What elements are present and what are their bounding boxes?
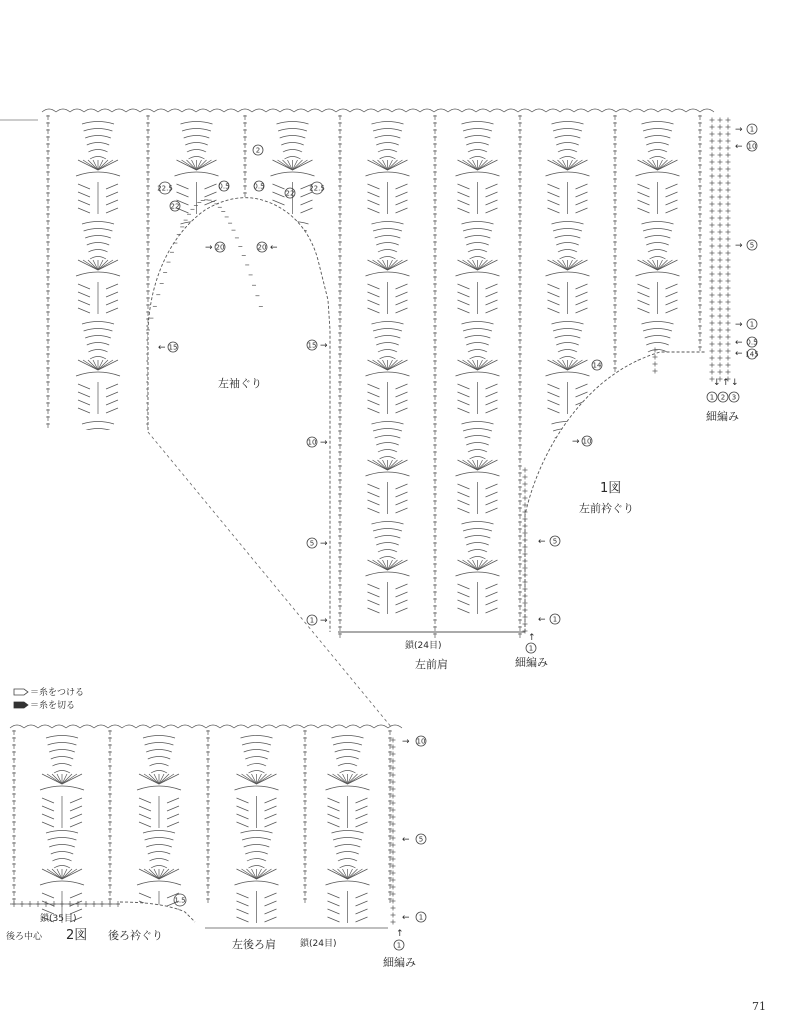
svg-text:＝糸を切る: ＝糸を切る [30, 701, 76, 711]
svg-text:1: 1 [418, 913, 424, 922]
svg-text:20: 20 [215, 243, 225, 252]
svg-text:→: → [320, 616, 328, 626]
svg-text:10: 10 [307, 438, 317, 447]
back-neckline-label: 後ろ衿ぐり [108, 929, 163, 942]
back-chain-35-label: 鎖(35目) [40, 914, 77, 924]
stitch-column [433, 115, 437, 638]
stitch-motif [456, 222, 500, 315]
svg-text:→: → [572, 437, 580, 447]
svg-text:5: 5 [418, 835, 424, 844]
back-shoulder-chain-label: 鎖(24目) [300, 939, 337, 949]
stitch-motif [366, 122, 410, 215]
stitch-motif [366, 322, 410, 415]
stitch-motif [456, 422, 500, 515]
stitch-motif [456, 322, 500, 415]
svg-text:22.5: 22.5 [157, 184, 173, 193]
stitch-motif [366, 422, 410, 515]
svg-text:↑: ↑ [722, 378, 730, 388]
stitch-motif [636, 222, 680, 315]
stitch-motif [456, 522, 500, 615]
stitch-motif [271, 122, 315, 215]
svg-text:1: 1 [396, 941, 402, 950]
svg-text:0.5: 0.5 [253, 182, 265, 191]
svg-text:1: 1 [749, 320, 755, 329]
stitch-motif [76, 122, 120, 215]
left-front-neckline-label: 左前衿ぐり [579, 502, 634, 515]
svg-text:10: 10 [747, 142, 757, 151]
left-armhole-label: 左袖ぐり [218, 377, 262, 390]
svg-text:1: 1 [528, 644, 534, 653]
svg-text:←: ← [158, 343, 166, 353]
svg-text:22: 22 [170, 202, 180, 211]
stitch-motif [636, 122, 680, 215]
svg-text:2: 2 [720, 393, 726, 402]
stitch-motif [76, 222, 120, 315]
svg-text:5: 5 [309, 539, 315, 548]
diagram-2-title: 2図 [66, 928, 88, 943]
svg-text:→: → [735, 125, 743, 135]
svg-text:←: ← [270, 243, 278, 253]
left-front-shoulder-label: 左前肩 [415, 658, 448, 671]
diagram-1-title: 1図 [600, 481, 622, 496]
right-edge-row-markers [735, 124, 759, 359]
svg-text:22.5: 22.5 [309, 184, 325, 193]
stitch-motif [366, 222, 410, 315]
svg-text:15: 15 [307, 341, 317, 350]
svg-text:→: → [735, 320, 743, 330]
stitch-motif [366, 522, 410, 615]
svg-text:←: ← [402, 913, 410, 923]
back-sc-label: 細編み [383, 956, 416, 969]
svg-text:1: 1 [309, 616, 315, 625]
svg-text:0.5: 0.5 [746, 338, 758, 347]
svg-text:1: 1 [709, 393, 715, 402]
sc-stitch-column [718, 118, 723, 382]
svg-text:←: ← [735, 142, 743, 152]
stitch-column [338, 115, 342, 638]
bottom-sc-label: 細編み [515, 656, 548, 669]
svg-text:5: 5 [552, 537, 558, 546]
svg-text:20: 20 [257, 243, 267, 252]
svg-text:14: 14 [592, 361, 602, 370]
stitch-motif [546, 222, 590, 315]
stitch-column [518, 115, 522, 638]
stitch-motif [76, 322, 120, 415]
svg-text:1: 1 [552, 615, 558, 624]
front-chain-label: 鎖(24目) [405, 641, 442, 651]
svg-text:↓: ↓ [731, 378, 739, 388]
svg-text:→: → [205, 243, 213, 253]
stitch-motif [546, 322, 590, 415]
svg-text:←: ← [402, 835, 410, 845]
left-front-neckline-cutout [525, 352, 800, 640]
svg-text:←: ← [735, 349, 743, 359]
svg-text:1.5: 1.5 [174, 896, 186, 905]
row-marker-15-left [158, 342, 178, 353]
sc-stitch-column [710, 118, 715, 382]
svg-text:↑: ↑ [528, 633, 536, 643]
svg-text:2: 2 [255, 146, 261, 155]
svg-text:15: 15 [168, 343, 178, 352]
svg-text:0.5: 0.5 [218, 182, 230, 191]
svg-text:10: 10 [416, 737, 426, 746]
svg-text:→: → [402, 737, 410, 747]
svg-text:＝糸をつける: ＝糸をつける [30, 688, 85, 698]
svg-text:←: ← [735, 338, 743, 348]
svg-text:←: ← [538, 537, 546, 547]
svg-text:↓: ↓ [713, 378, 721, 388]
svg-text:→: → [735, 241, 743, 251]
svg-text:→: → [320, 341, 328, 351]
svg-text:→: → [320, 539, 328, 549]
svg-text:145: 145 [745, 350, 759, 359]
sc-stitch-column [726, 118, 731, 382]
svg-text:↑: ↑ [396, 929, 404, 939]
edge-sc-label: 細編み [706, 410, 739, 423]
svg-text:3: 3 [731, 393, 737, 402]
svg-text:10: 10 [582, 437, 592, 446]
stitch-motif [456, 122, 500, 215]
svg-text:5: 5 [749, 241, 755, 250]
svg-text:22: 22 [285, 189, 295, 198]
left-back-shoulder-label: 左後ろ肩 [232, 938, 276, 951]
stitch-motif [175, 122, 219, 215]
svg-text:1: 1 [749, 125, 755, 134]
stitch-motif [546, 122, 590, 215]
page-number: 71 [752, 1000, 766, 1013]
back-center-label: 後ろ中心 [6, 932, 43, 942]
svg-text:←: ← [538, 615, 546, 625]
svg-text:→: → [320, 438, 328, 448]
